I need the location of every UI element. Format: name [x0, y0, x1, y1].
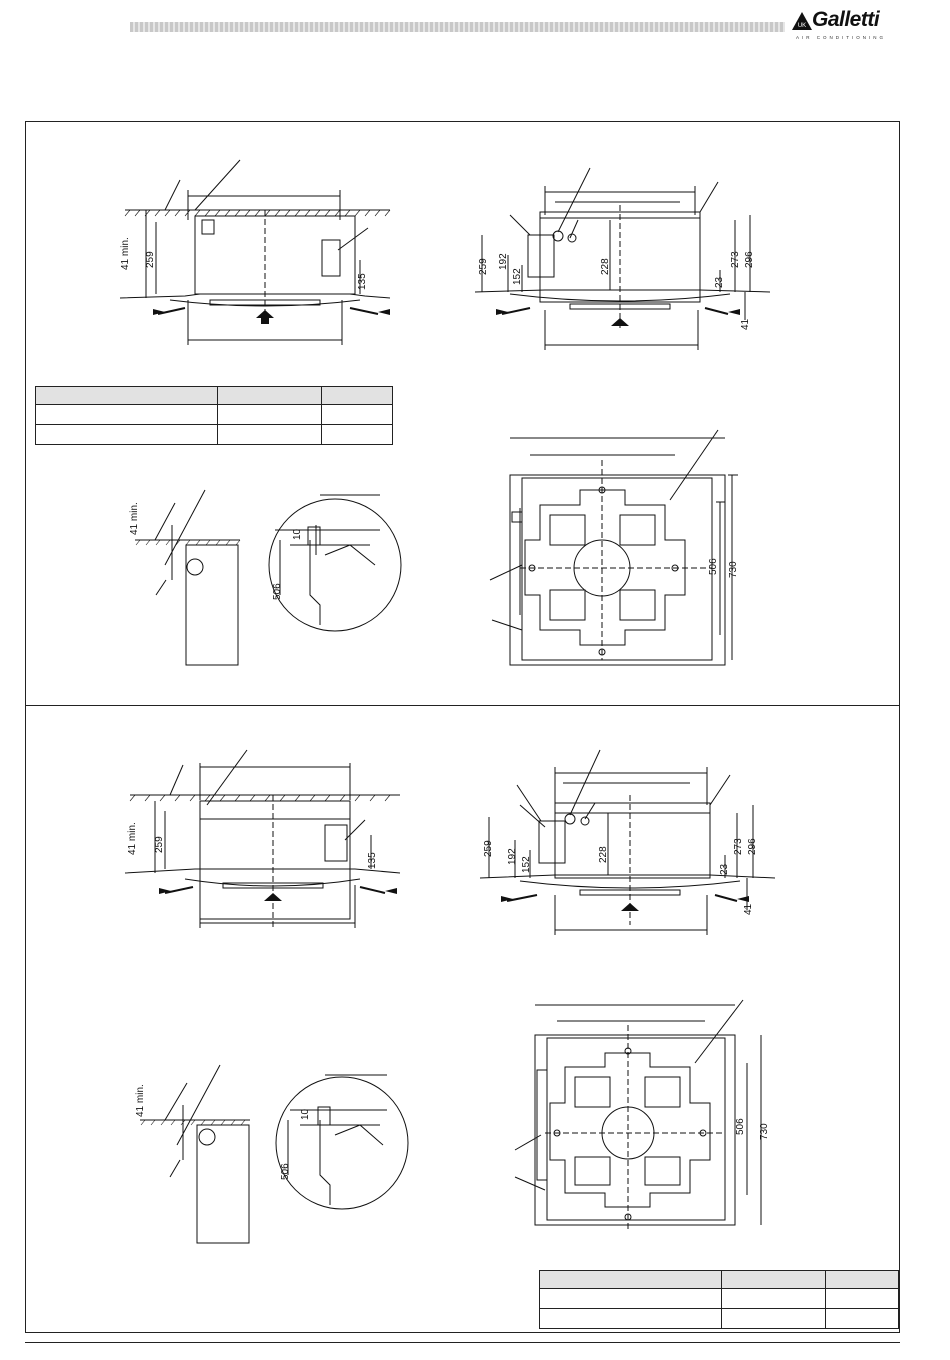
plan-730: 730	[728, 561, 739, 578]
brand-mark-text: UK	[797, 23, 807, 29]
plan-506-b: 506	[735, 1118, 746, 1135]
dim-41-min-b: 41 min.	[127, 822, 138, 855]
side-view-left-b	[115, 745, 405, 935]
brand-logo	[792, 6, 932, 46]
table-row	[36, 405, 393, 425]
mounting-detail-bottom	[125, 1065, 395, 1265]
dim-192-b: 192	[507, 848, 518, 865]
dim-23: 23	[714, 276, 725, 288]
plan-view-bottom	[505, 995, 785, 1235]
side-view-left	[110, 150, 400, 350]
dim-152: 152	[512, 268, 523, 285]
side-view-right-b	[475, 745, 780, 945]
dim-259: 259	[145, 251, 156, 268]
dim-41: 41	[740, 318, 751, 330]
mounting-detail-top	[120, 485, 390, 685]
dim-259-b: 259	[478, 258, 489, 275]
spec-table-bottom	[539, 1270, 899, 1329]
dim-228-b: 228	[598, 846, 609, 863]
dim-273-b: 273	[733, 838, 744, 855]
dim-296-b: 296	[747, 838, 758, 855]
dim-23-b: 23	[719, 863, 730, 875]
dim-135: 135	[357, 273, 368, 290]
plan-506: 506	[708, 558, 719, 575]
dim-296: 296	[744, 251, 755, 268]
brand-tagline: AIR CONDITIONING	[796, 35, 887, 40]
detail-10: 10	[292, 528, 303, 540]
dim-41-min: 41 min.	[120, 237, 131, 270]
side-view-right	[470, 160, 780, 360]
dim-192: 192	[498, 253, 509, 270]
plan-730-b: 730	[759, 1123, 770, 1140]
detail-506-b: 506	[280, 1163, 291, 1180]
footer-rule	[25, 1342, 900, 1343]
table-row	[540, 1289, 899, 1309]
detail-10-b: 10	[300, 1108, 311, 1120]
spec-table-top	[35, 386, 393, 445]
detail-41-min: 41 min.	[129, 502, 140, 535]
dim-41-b: 41	[743, 903, 754, 915]
dim-152-b: 152	[521, 856, 532, 873]
dim-273: 273	[730, 251, 741, 268]
dim-259-d: 259	[483, 840, 494, 857]
dim-228: 228	[600, 258, 611, 275]
detail-506: 506	[272, 583, 283, 600]
dim-135-b: 135	[367, 852, 378, 869]
brand-name: Galletti	[812, 8, 880, 31]
brand-mark-icon	[792, 12, 812, 30]
plan-view-top	[480, 420, 770, 675]
header-bar	[130, 22, 785, 32]
dim-259-c: 259	[154, 836, 165, 853]
detail-41-min-b: 41 min.	[135, 1084, 146, 1117]
table-row	[36, 425, 393, 445]
table-row	[540, 1309, 899, 1329]
